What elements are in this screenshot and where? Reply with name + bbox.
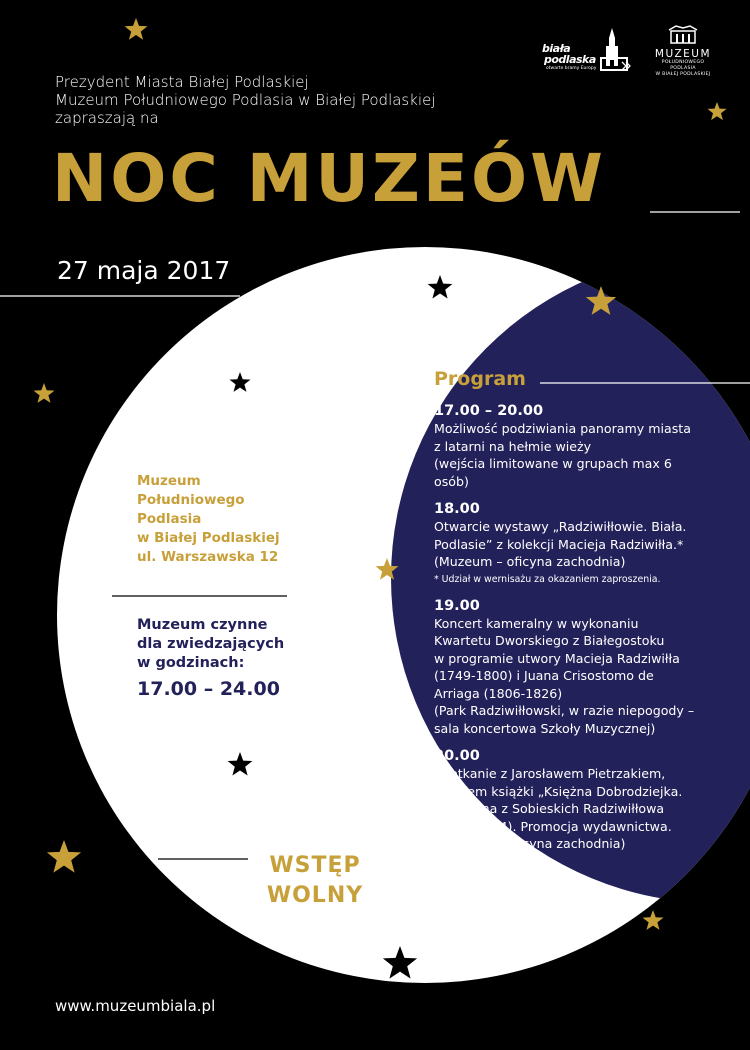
star-icon	[125, 18, 148, 40]
star-icon	[708, 102, 727, 120]
program-item	[434, 500, 750, 587]
invite-line-1: Prezydent Miasta Białej Podlaskiej	[55, 73, 309, 91]
museum-logo-sub1: POŁUDNIOWEGO PODLASIA	[661, 60, 705, 71]
museum-logo-name: MUZEUM	[654, 48, 712, 60]
hours-label-3: w godzinach:	[137, 655, 245, 671]
invite-line-3: zapraszają na	[55, 109, 159, 127]
program-item	[434, 597, 750, 738]
free-admission	[250, 851, 380, 911]
hours-value: 17.00 – 24.00	[137, 678, 280, 700]
program-list	[434, 402, 750, 863]
museum-name-line-2: Południowego	[137, 492, 245, 508]
program-item-text: Koncert kameralny w wykonaniu Kwartetu Dworskiego z Białegostoku w programie utwory Macieja Radziwiłła (1749-1800) i Juana Crisostomo de Arriaga (1806-1826) (Park Radziwiłłowski, w razie niepogody – sala koncertowa Szkoły Muzycznej)	[434, 615, 695, 736]
program-item	[434, 402, 750, 490]
invitation-text	[55, 73, 436, 127]
city-logo-word2: podlaska	[544, 53, 596, 66]
program-item-time: 17.00 – 20.00	[434, 403, 544, 419]
program-item-text: Otwarcie wystawy „Radziwiłłowie. Biała. Podlasie” z kolekcji Macieja Radziwiłła.* (Muzeum – oficyna zachodnia)	[434, 519, 687, 569]
museum-address	[137, 472, 280, 567]
opening-hours	[137, 616, 284, 701]
museum-logo-sub2: W BIAŁEJ PODLASKIEJ	[655, 72, 711, 77]
admission-line-1: WSTĘP	[269, 853, 361, 878]
program-item-time: 19.00	[434, 597, 480, 614]
museum-address-line: ul. Warszawska 12	[137, 549, 279, 565]
program-item-text: Spotkanie z Jarosławem Pietrzakiem, autorem książki „Księżna Dobrodziejka. Katarzyna z Sobieskich Radziwiłłowa (1634-1694). Promocja wydawnictwa. (Muzeum – oficyna zachodnia)	[434, 766, 683, 851]
admission-line-2: WOLNY	[266, 883, 364, 908]
page-title: NOC MUZEÓW	[52, 140, 606, 217]
museum-name-line-4: w Białej Podlaskiej	[137, 530, 280, 546]
program-item-note: * Udział w wernisażu za okazaniem zaproszenia.	[434, 573, 661, 585]
program-item-time: 18.00	[434, 501, 480, 517]
city-logo-tagline: otwarte bramy Europy	[546, 66, 597, 71]
hours-label-1: Muzeum czynne	[137, 617, 268, 633]
museum-logo	[650, 24, 716, 80]
program-item	[434, 747, 750, 853]
program-item-text: Możliwość podziwiania panoramy miasta z latarni na hełmie wieży (wejścia limitowane w grupach max 6 osób)	[434, 421, 691, 489]
website-link[interactable]: www.muzeumbiala.pl	[55, 997, 216, 1015]
museum-name-line-3: Podlasia	[137, 511, 202, 527]
city-logo-word1: biała	[542, 42, 571, 55]
museum-name-line-1: Muzeum	[137, 473, 201, 489]
star-icon	[34, 383, 55, 403]
city-logo	[538, 26, 634, 76]
event-date: 27 maja 2017	[57, 256, 231, 285]
program-title: Program	[434, 368, 526, 390]
star-icon	[47, 840, 81, 873]
tower-icon	[596, 28, 632, 74]
program-item-time: 20.00	[434, 748, 480, 764]
invite-line-2: Muzeum Południowego Podlasia w Białej Podlaskiej	[55, 91, 436, 109]
star-icon	[643, 910, 664, 930]
hours-label-2: dla zwiedzających	[137, 636, 285, 652]
museum-building-icon	[668, 24, 698, 44]
